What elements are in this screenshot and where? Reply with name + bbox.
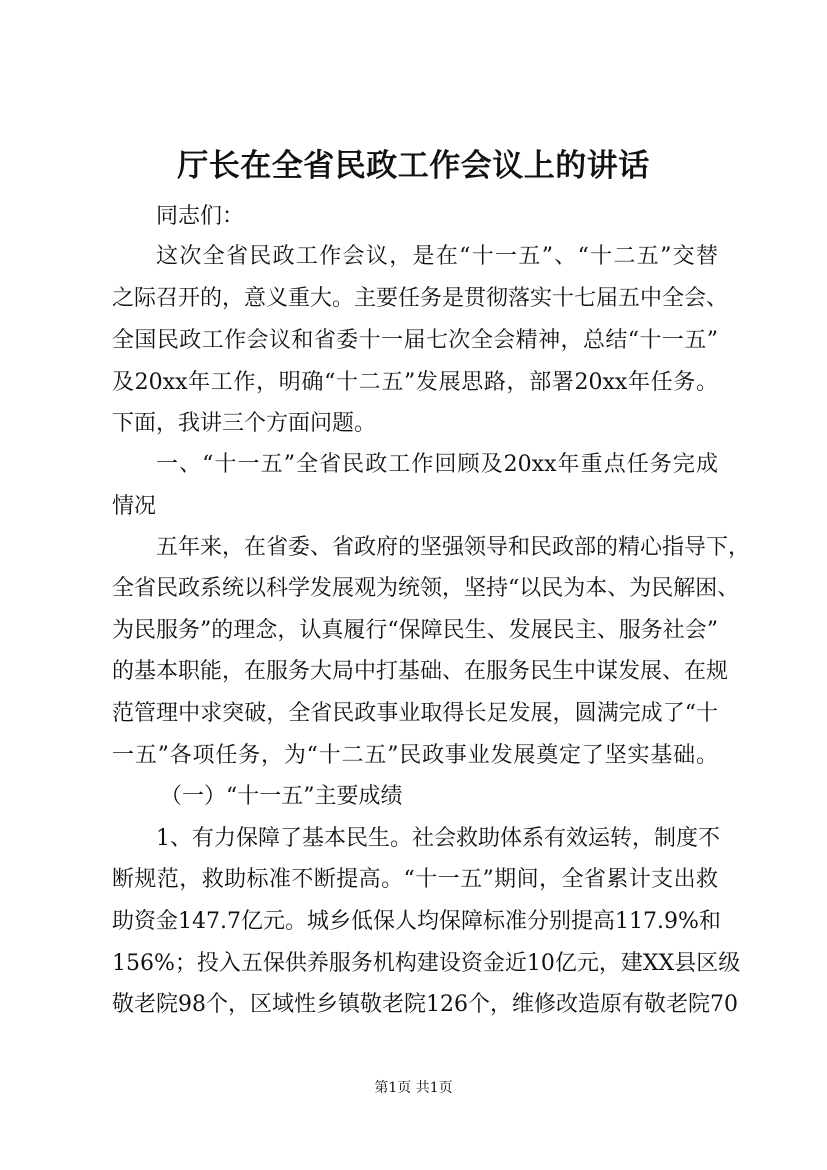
section-heading: 情况 <box>112 494 157 519</box>
paragraph-line: 断规范，救助标准不断提高。“十一五”期间，全省累计支出救 <box>112 867 718 892</box>
paragraph-line: 这次全省民政工作会议，是在“十一五”、“十二五”交替 <box>156 244 718 269</box>
paragraph-line: 1、有力保障了基本民生。社会救助体系有效运转，制度不 <box>156 826 720 851</box>
paragraph-line: 五年来，在省委、省政府的坚强领导和民政部的精心指导下， <box>156 535 751 560</box>
section-heading: 一、“十一五”全省民政工作回顾及20xx年重点任务完成 <box>156 452 718 477</box>
paragraph-line: 之际召开的，意义重大。主要任务是贯彻落实十七届五中全会、 <box>112 286 729 311</box>
paragraph-line: 敬老院98个，区域性乡镇敬老院126个，维修改造原有敬老院70 <box>112 992 738 1017</box>
paragraph-line: 一五”各项任务，为“十二五”民政事业发展奠定了坚实基础。 <box>112 743 718 768</box>
paragraph-line: 范管理中求突破，全省民政事业取得长足发展，圆满完成了“十 <box>112 701 718 726</box>
page-footer: 第1页 共1页 <box>374 1080 453 1096</box>
paragraph-line: 全省民政系统以科学发展观为统领，坚持“以民为本、为民解困、 <box>112 576 740 601</box>
paragraph-line: 及20xx年工作，明确“十二五”发展思路，部署20xx年任务。 <box>112 370 718 395</box>
paragraph-line: 156%；投入五保供养服务机构建设资金近10亿元，建XX县区级 <box>112 951 741 976</box>
paragraph-line: 的基本职能，在服务大局中打基础、在服务民生中谋发展、在规 <box>112 659 729 684</box>
paragraph-line: 全国民政工作会议和省委十一届七次全会精神，总结“十一五” <box>112 328 718 353</box>
subsection-heading: （一）“十一五”主要成绩 <box>160 784 403 809</box>
paragraph-line: 为民服务”的理念，认真履行“保障民生、发展民主、服务社会” <box>112 618 718 643</box>
paragraph-line: 助资金147.7亿元。城乡低保人均保障标准分别提高117.9%和 <box>112 909 721 934</box>
paragraph-line: 下面，我讲三个方面问题。 <box>112 411 377 436</box>
salutation: 同志们： <box>156 204 245 229</box>
document-title: 厅长在全省民政工作会议上的讲话 <box>177 148 650 184</box>
